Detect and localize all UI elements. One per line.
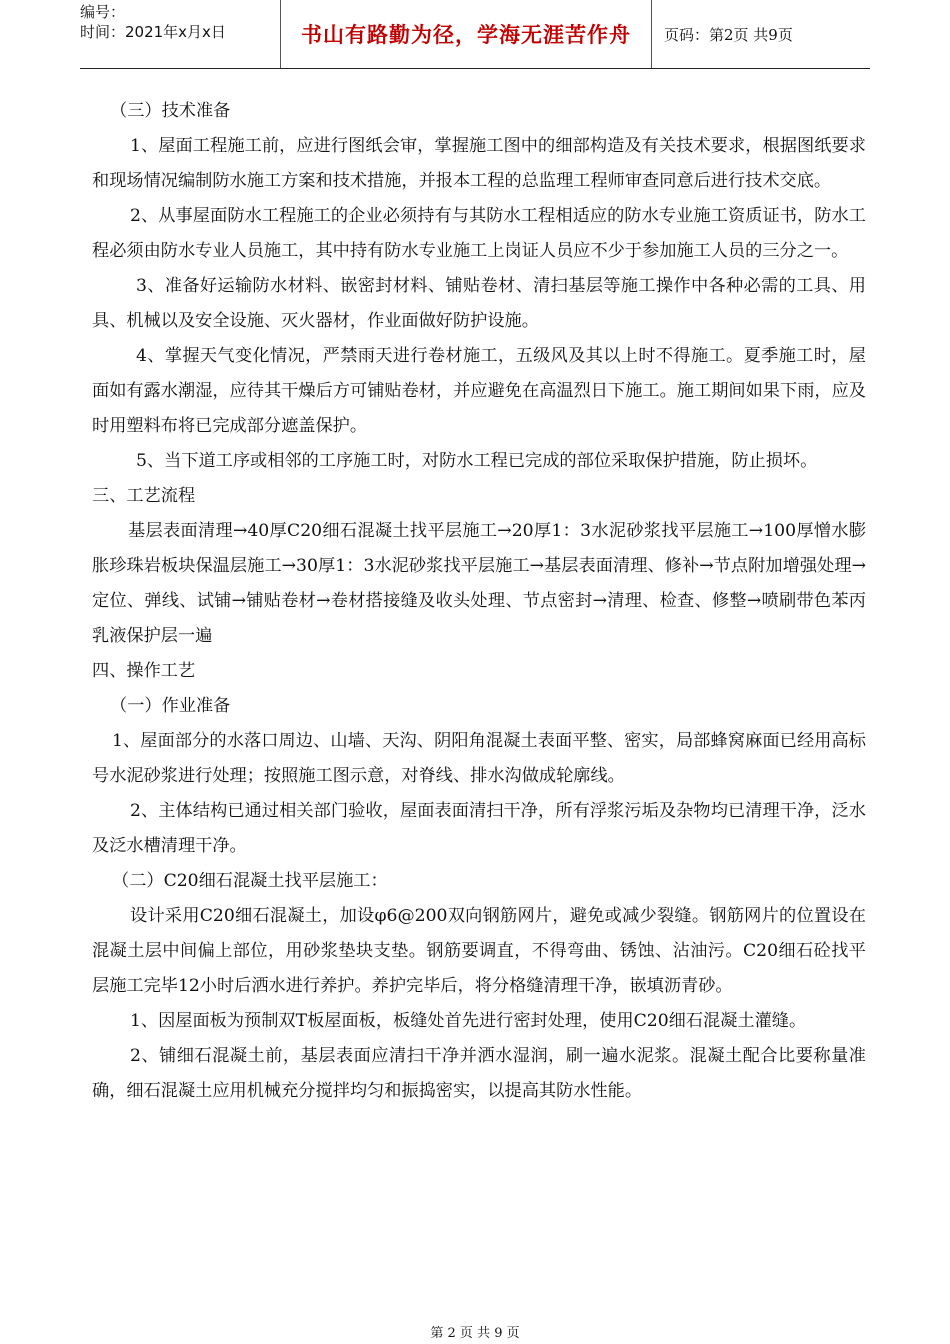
page-header: [80, 0, 870, 69]
paragraph: 基层表面清理→40厚C20细石混凝土找平层施工→20厚1：3水泥砂浆找平层施工→100厚憎水膨胀珍珠岩板块保温层施工→30厚1：3水泥砂浆找平层施工→基层表面清理、修补→节点附加增强处理→定位、弹线、试铺→铺贴卷材→卷材搭接缝及收头处理、节点密封→清理、检查、修整→喷刷带色苯丙乳液保护层一遍: [92, 521, 866, 646]
subsection-heading: （三）技术准备: [110, 101, 231, 121]
paragraph: 2、从事屋面防水工程施工的企业必须持有与其防水工程相适应的防水专业施工资质证书，防水工程必须由防水专业人员施工，其中持有防水专业施工上岗证人员应不少于参加施工人员的三分之一。: [92, 206, 866, 261]
document-body: [92, 94, 866, 1109]
page-footer: 第 2 页 共 9 页: [430, 1326, 520, 1341]
paragraph: 4、掌握天气变化情况，严禁雨天进行卷材施工，五级风及其以上时不得施工。夏季施工时，屋面如有露水潮湿，应待其干燥后方可铺贴卷材，并应避免在高温烈日下施工。施工期间如果下雨，应及时用塑料布将已完成部分遮盖保护。: [92, 346, 866, 436]
paragraph: 1、屋面工程施工前，应进行图纸会审，掌握施工图中的细部构造及有关技术要求，根据图纸要求和现场情况编制防水施工方案和技术措施，并报本工程的总监理工程师审查同意后进行技术交底。: [92, 136, 866, 191]
paragraph: 1、屋面部分的水落口周边、山墙、天沟、阴阳角混凝土表面平整、密实，局部蜂窝麻面已经用高标号水泥砂浆进行处理；按照施工图示意，对脊线、排水沟做成轮廓线。: [92, 731, 866, 786]
paragraph: 1、因屋面板为预制双T板屋面板，板缝处首先进行密封处理，使用C20细石混凝土灌缝。: [130, 1011, 807, 1031]
paragraph: 2、主体结构已通过相关部门验收，屋面表面清扫干净，所有浮浆污垢及杂物均已清理干净，泛水及泛水槽清理干净。: [92, 801, 866, 856]
document-number-label: 编号：: [80, 3, 126, 21]
paragraph: 2、铺细石混凝土前，基层表面应清扫干净并洒水湿润，刷一遍水泥浆。混凝土配合比要称量准确，细石混凝土应用机械充分搅拌均匀和振捣密实，以提高其防水性能。: [92, 1046, 866, 1101]
subsection-heading: （二）C20细石混凝土找平层施工：: [112, 871, 388, 891]
paragraph: 3、准备好运输防水材料、嵌密封材料、铺贴卷材、清扫基层等施工操作中各种必需的工具、用具、机械以及安全设施、灭火器材，作业面做好防护设施。: [92, 276, 866, 331]
document-time-label: 时间：2021年x月x日: [80, 23, 226, 41]
paragraph: 设计采用C20细石混凝土，加设φ6@200双向钢筋网片，避免或减少裂缝。钢筋网片的位置设在混凝土层中间偏上部位，用砂浆垫块支垫。钢筋要调直，不得弯曲、锈蚀、沾油污。C20细石砼找平层施工完毕12小时后洒水进行养护。养护完毕后，将分格缝清理干净，嵌填沥青砂。: [92, 906, 866, 996]
header-page-number: 页码：第2页 共9页: [664, 25, 793, 44]
header-motto: 书山有路勤为径，学海无涯苦作舟: [280, 0, 652, 68]
header-meta: [80, 0, 280, 70]
section-heading: 三、工艺流程: [92, 486, 196, 506]
subsection-heading: （一）作业准备: [110, 696, 231, 716]
paragraph: 5、当下道工序或相邻的工序施工时，对防水工程已完成的部位采取保护措施，防止损坏。: [136, 451, 818, 471]
section-heading: 四、操作工艺: [92, 661, 196, 681]
